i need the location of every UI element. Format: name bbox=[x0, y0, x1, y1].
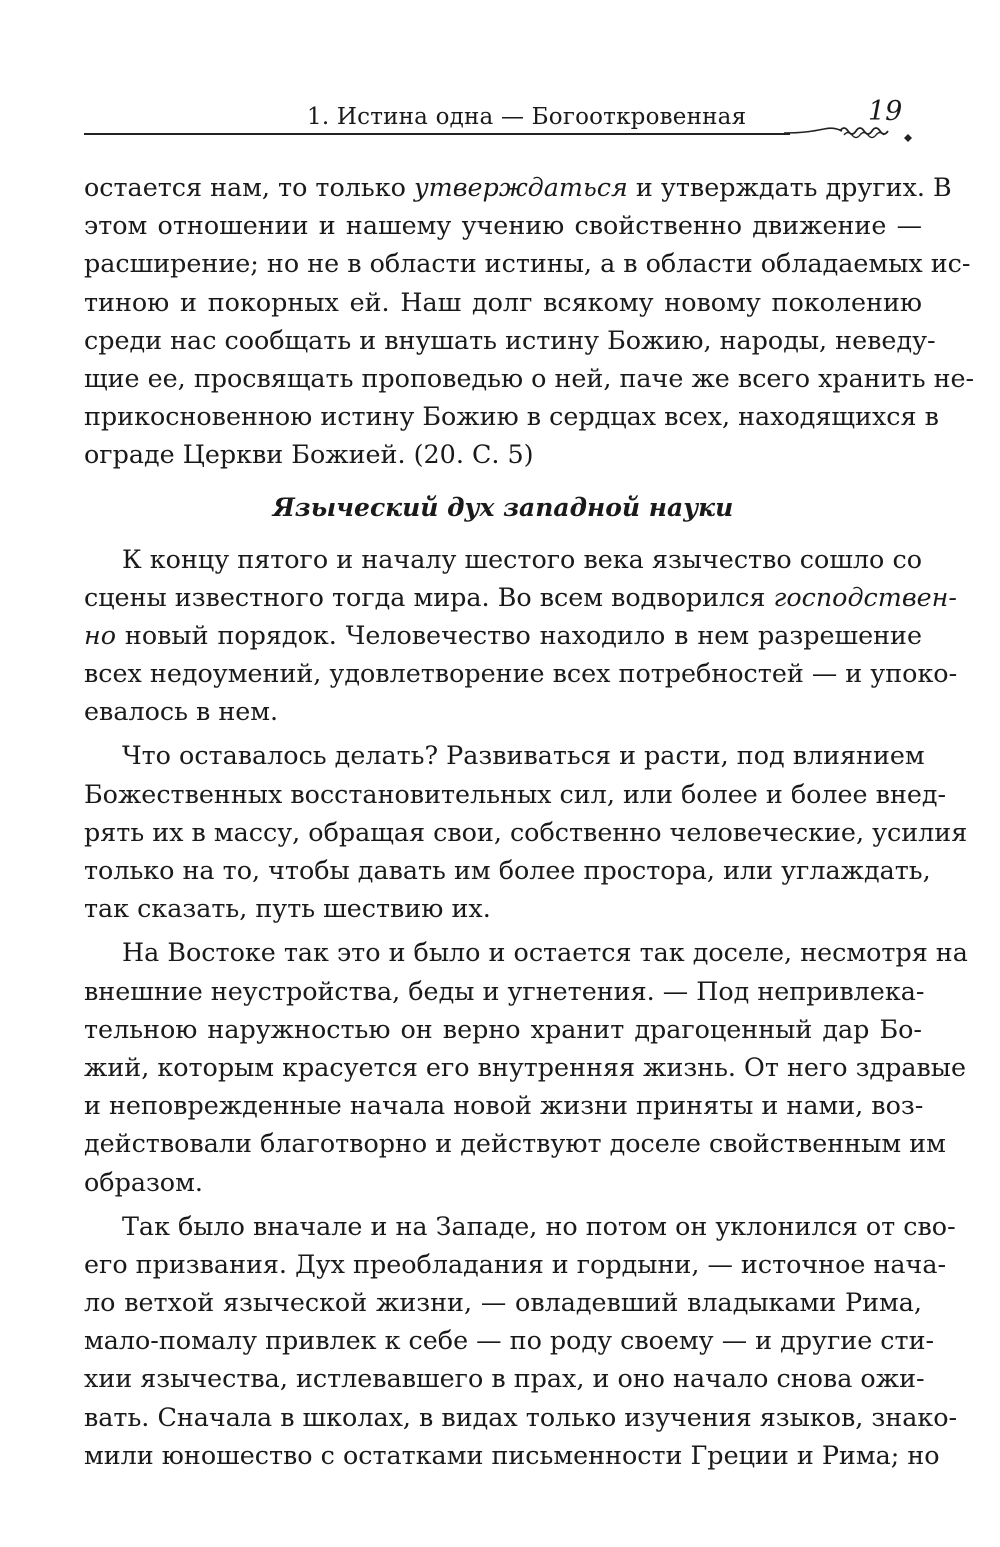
text-line: действовали благотворно и действуют доселе свойственным им bbox=[84, 1128, 946, 1159]
text-line: мало-помалу привлек к себе — по роду своему — и другие сти- bbox=[84, 1325, 935, 1356]
paragraph-1 bbox=[84, 168, 975, 474]
paragraph-3 bbox=[84, 736, 968, 927]
section-heading: Языческий дух западной науки bbox=[272, 492, 734, 522]
paragraph-2 bbox=[84, 540, 958, 731]
italic-emphasis: господствен- bbox=[773, 581, 957, 612]
chapter-title: 1. Истина одна — Богооткровенная bbox=[307, 104, 747, 130]
text-line: Так было вначале и на Западе, но потом он уклонился от сво- bbox=[122, 1210, 956, 1241]
text-line: только на то, чтобы давать им более простора, или углаждать, bbox=[84, 855, 931, 885]
text-line: прикосновенною истину Божию в сердцах всех, находящихся в bbox=[84, 401, 939, 432]
text-line: вать. Сначала в школах, в видах только изучения языков, знако- bbox=[84, 1401, 958, 1432]
text-line: и неповрежденные начала новой жизни приняты и нами, воз- bbox=[84, 1090, 924, 1121]
text-line: так сказать, путь шествию их. bbox=[84, 893, 491, 924]
text-line: На Востоке так это и было и остается так доселе, несмотря на bbox=[122, 937, 968, 968]
italic-emphasis: утверждаться bbox=[413, 172, 628, 202]
text-line: расширение; но не в области истины, а в области обладаемых ис- bbox=[84, 248, 971, 279]
text-line: ограде Церкви Божией. (20. С. 5) bbox=[84, 439, 534, 470]
running-header bbox=[84, 96, 924, 146]
text-line: его призвания. Дух преобладания и гордыни, — источное нача- bbox=[84, 1248, 947, 1279]
text-span: и утверждать других. В bbox=[627, 172, 952, 202]
text-line bbox=[84, 616, 922, 654]
text-span: новый порядок. Человечество находило в нем разрешение bbox=[116, 619, 922, 650]
paragraph-5 bbox=[84, 1207, 958, 1474]
text-line: жий, которым красуется его внутренняя жизнь. От него здравые bbox=[84, 1051, 967, 1082]
text-line: ло ветхой языческой жизни, — овладевший владыками Рима, bbox=[84, 1287, 922, 1318]
text-line: тельною наружностью он верно хранит драгоценный дар Бо- bbox=[84, 1013, 922, 1044]
text-span: сцены известного тогда мира. Во всем водворился bbox=[84, 581, 774, 612]
page-body bbox=[84, 168, 975, 1474]
text-line: хии язычества, истлевавшего в прах, и оно начало снова ожи- bbox=[84, 1363, 925, 1394]
flourish-ornament-icon bbox=[784, 119, 924, 149]
text-line: щие ее, просвящать проповедью о ней, паче же всего хранить не- bbox=[84, 362, 975, 393]
text-line: евалось в нем. bbox=[84, 696, 279, 727]
text-line: К концу пятого и началу шестого века язычество сошло со bbox=[122, 543, 922, 574]
text-line bbox=[84, 578, 957, 616]
text-span: остается нам, то только bbox=[84, 172, 414, 202]
italic-emphasis: но bbox=[84, 619, 117, 650]
text-line bbox=[84, 168, 952, 206]
page-number: 19 bbox=[868, 96, 903, 127]
text-line: Божественных восстановительных сил, или более и более внед- bbox=[84, 778, 947, 809]
header-rule bbox=[84, 133, 790, 135]
text-line: рять их в массу, обращая свои, собственно человеческие, усилия bbox=[84, 816, 968, 847]
text-line: этом отношении и нашему учению свойственно движение — bbox=[84, 210, 922, 241]
text-line: образом. bbox=[84, 1166, 203, 1197]
paragraph-4 bbox=[84, 933, 968, 1200]
text-line: внешние неустройства, беды и угнетения. — Под непривлека- bbox=[84, 975, 925, 1006]
text-line: мили юношество с остатками письменности Греции и Рима; но bbox=[84, 1439, 940, 1470]
text-line: Что оставалось делать? Развиваться и расти, под влиянием bbox=[122, 740, 925, 771]
text-line: тиною и покорных ей. Наш долг всякому новому поколению bbox=[84, 286, 922, 317]
text-line: среди нас сообщать и внушать истину Божию, народы, неведу- bbox=[84, 324, 936, 355]
text-line: всех недоумений, удовлетворение всех потребностей — и упоко- bbox=[84, 658, 958, 689]
